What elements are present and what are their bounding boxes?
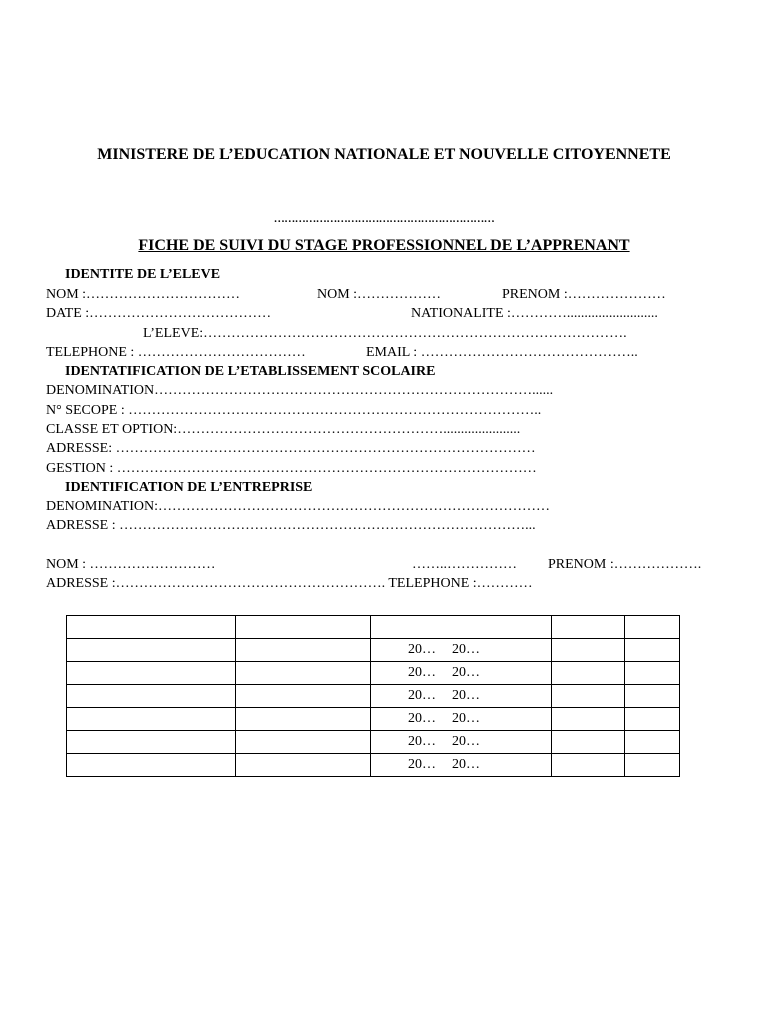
field-nom-eleve[interactable]: NOM :…………………………… [46, 287, 241, 302]
year-cell[interactable] [371, 639, 552, 662]
table-cell[interactable] [67, 731, 236, 754]
ministry-title: MINISTERE DE L’EDUCATION NATIONALE ET NOUVELLE CITOYENNETE [97, 146, 671, 163]
table-row [67, 708, 680, 731]
section-heading-entreprise: IDENTIFICATION DE L’ENTREPRISE [65, 480, 313, 495]
field-adresse-ecole[interactable]: ADRESSE: ……………………………………………………………………………… [46, 441, 536, 456]
field-date[interactable]: DATE :………………………………… [46, 306, 272, 321]
table-cell[interactable] [67, 639, 236, 662]
table-cell[interactable] [625, 754, 680, 777]
table-cell[interactable] [552, 708, 625, 731]
table-cell[interactable] [67, 685, 236, 708]
year-cell[interactable] [371, 731, 552, 754]
field-nationalite[interactable]: NATIONALITE :………….......................... [411, 306, 658, 321]
table-cell[interactable] [236, 708, 371, 731]
table-cell[interactable] [236, 662, 371, 685]
year-end: 20… [452, 642, 480, 657]
table-cell[interactable] [236, 616, 371, 639]
table-cell[interactable] [625, 708, 680, 731]
field-telephone-eleve[interactable]: TELEPHONE : ……………………………… [46, 345, 306, 360]
table-cell[interactable] [552, 685, 625, 708]
year-start: 20… [408, 665, 436, 680]
year-cell[interactable] [371, 754, 552, 777]
year-start: 20… [408, 757, 436, 772]
field-prenom-entreprise[interactable]: PRENOM :………………. [548, 557, 702, 572]
year-cell[interactable] [371, 708, 552, 731]
year-start: 20… [408, 688, 436, 703]
field-adresse-telephone[interactable]: ADRESSE :…………………………………………………. TELEPHONE :………… [46, 576, 533, 591]
table-row [67, 685, 680, 708]
table-cell[interactable] [67, 616, 236, 639]
table-cell[interactable] [67, 708, 236, 731]
table-cell[interactable] [371, 616, 552, 639]
section-heading-ecole: IDENTATIFICATION DE L’ETABLISSEMENT SCOLAIRE [65, 364, 436, 379]
table-cell[interactable] [625, 616, 680, 639]
year-cell[interactable] [371, 662, 552, 685]
form-title: FICHE DE SUIVI DU STAGE PROFESSIONNEL DE L’APPRENANT [138, 237, 630, 254]
table-cell[interactable] [236, 731, 371, 754]
table-cell[interactable] [67, 754, 236, 777]
table-cell[interactable] [236, 754, 371, 777]
table-cell[interactable] [236, 639, 371, 662]
year-cell[interactable] [371, 685, 552, 708]
field-prenom-eleve[interactable]: PRENOM :………………… [502, 287, 666, 302]
year-start: 20… [408, 711, 436, 726]
table-row [67, 754, 680, 777]
table-cell[interactable] [552, 616, 625, 639]
table-cell[interactable] [625, 662, 680, 685]
field-email[interactable]: EMAIL : ……………………………………….. [366, 345, 638, 360]
field-secope[interactable]: N° SECOPE : …………………………………………………………………………….. [46, 403, 542, 418]
table-header-row [67, 616, 680, 639]
table-cell[interactable] [552, 639, 625, 662]
table-cell[interactable] [625, 685, 680, 708]
field-denomination-entreprise[interactable]: DENOMINATION:………………………………………………………………………… [46, 499, 550, 514]
field-nom2-eleve[interactable]: NOM :……………… [317, 287, 442, 302]
dotted-line: ……………………………………………………… [273, 213, 495, 225]
field-middle-dots[interactable]: ……..…………… [412, 557, 517, 572]
field-eleve[interactable]: L’ELEVE:………………………………………………………………………………. [143, 326, 627, 341]
year-end: 20… [452, 757, 480, 772]
table-row [67, 639, 680, 662]
stage-table [66, 615, 680, 777]
table-row [67, 731, 680, 754]
year-start: 20… [408, 734, 436, 749]
year-start: 20… [408, 642, 436, 657]
year-end: 20… [452, 688, 480, 703]
field-classe-option[interactable]: CLASSE ET OPTION:…………………………………………………...................... [46, 422, 521, 437]
table-row [67, 662, 680, 685]
field-gestion[interactable]: GESTION : ……………………………………………………………………………… [46, 461, 537, 476]
table-cell[interactable] [625, 731, 680, 754]
field-adresse-entreprise[interactable]: ADRESSE : ……………………………………………………………………………... [46, 518, 536, 533]
table-cell[interactable] [236, 685, 371, 708]
year-end: 20… [452, 665, 480, 680]
table-cell[interactable] [67, 662, 236, 685]
section-heading-eleve: IDENTITE DE L’ELEVE [65, 267, 221, 282]
table-cell[interactable] [625, 639, 680, 662]
year-end: 20… [452, 734, 480, 749]
field-denomination-ecole[interactable]: DENOMINATION………………………………………………………………………...... [46, 383, 554, 398]
table-cell[interactable] [552, 731, 625, 754]
field-nom-entreprise[interactable]: NOM : ……………………… [46, 557, 216, 572]
year-end: 20… [452, 711, 480, 726]
table-cell[interactable] [552, 662, 625, 685]
table-cell[interactable] [552, 754, 625, 777]
